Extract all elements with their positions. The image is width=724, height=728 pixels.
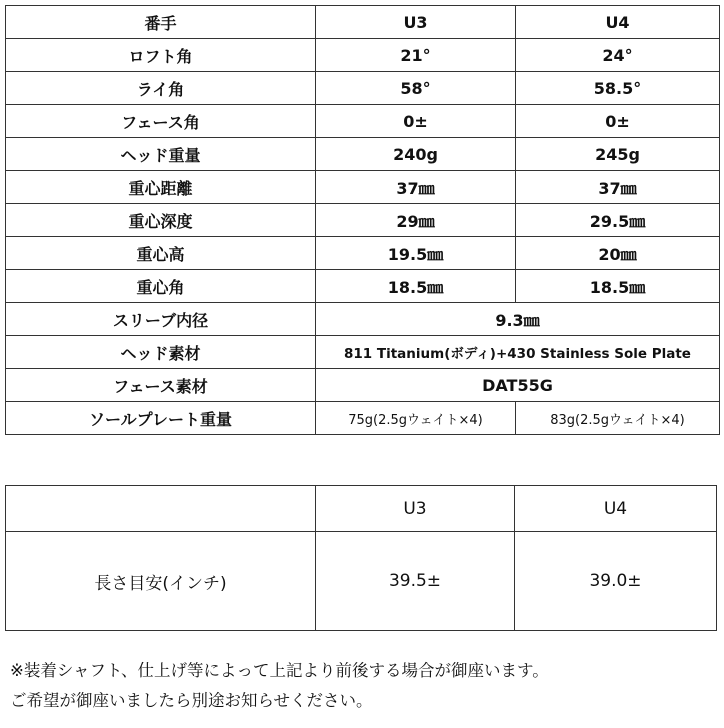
- length-header-u3: U3: [316, 486, 515, 532]
- spec-value-u3: 0±: [316, 105, 516, 138]
- spec-value-u3: 18.5㎜: [316, 270, 516, 303]
- spec-header-label: 番手: [6, 6, 316, 39]
- spec-value-u4: 20㎜: [516, 237, 720, 270]
- length-row: [6, 532, 717, 631]
- spec-label: ヘッド素材: [6, 336, 316, 369]
- spec-label: ソールプレート重量: [6, 402, 316, 435]
- spec-label: 重心距離: [6, 171, 316, 204]
- spec-row-sole-weight: [6, 402, 720, 435]
- length-value-u3: 39.5±: [316, 532, 515, 631]
- note-line: ご希望が御座いましたら別途お知らせください。: [10, 691, 373, 710]
- spec-table: [5, 5, 720, 435]
- spec-value-u3: 29㎜: [316, 204, 516, 237]
- spec-label: ヘッド重量: [6, 138, 316, 171]
- spec-row-face-material: [6, 369, 720, 402]
- spec-row: [6, 237, 720, 270]
- spec-value-u4: 0±: [516, 105, 720, 138]
- spec-value-u4: 58.5°: [516, 72, 720, 105]
- spec-value-u3: 21°: [316, 39, 516, 72]
- spec-header-u4: U4: [516, 6, 720, 39]
- length-value-u4: 39.0±: [515, 532, 717, 631]
- spec-row: [6, 138, 720, 171]
- spec-row: [6, 39, 720, 72]
- spec-value-u4: 37㎜: [516, 171, 720, 204]
- length-header-row: [6, 486, 717, 532]
- length-table: [5, 485, 717, 631]
- spec-label: ロフト角: [6, 39, 316, 72]
- spec-header-row: [6, 6, 720, 39]
- notes: [10, 656, 549, 716]
- spec-value-u4: 18.5㎜: [516, 270, 720, 303]
- spec-label: 重心高: [6, 237, 316, 270]
- spec-value-merged: DAT55G: [316, 369, 720, 402]
- spec-value-u4: 245g: [516, 138, 720, 171]
- spec-label: 重心角: [6, 270, 316, 303]
- spec-label: ライ角: [6, 72, 316, 105]
- spec-row-head-material: [6, 336, 720, 369]
- spec-value-u3: 58°: [316, 72, 516, 105]
- spec-label: 重心深度: [6, 204, 316, 237]
- spec-header-u3: U3: [316, 6, 516, 39]
- note-line: ※装着シャフト、仕上げ等によって上記より前後する場合が御座います。: [10, 661, 549, 680]
- spec-value-merged: 811 Titanium(ボディ)+430 Stainless Sole Plate: [316, 336, 720, 369]
- spec-value-u3: 75g(2.5gウェイト×4): [316, 402, 516, 435]
- spec-value-u4: 24°: [516, 39, 720, 72]
- length-header-u4: U4: [515, 486, 717, 532]
- spec-row: [6, 270, 720, 303]
- spec-row-sleeve: [6, 303, 720, 336]
- spec-row: [6, 204, 720, 237]
- spec-row: [6, 72, 720, 105]
- spec-value-u4: 83g(2.5gウェイト×4): [516, 402, 720, 435]
- spec-row: [6, 171, 720, 204]
- length-header-blank: [6, 486, 316, 532]
- spec-value-u4: 29.5㎜: [516, 204, 720, 237]
- length-label: 長さ目安(インチ): [6, 532, 316, 631]
- spec-label: フェース素材: [6, 369, 316, 402]
- spec-value-merged: 9.3㎜: [316, 303, 720, 336]
- spec-label: スリーブ内径: [6, 303, 316, 336]
- spec-value-u3: 19.5㎜: [316, 237, 516, 270]
- spec-value-u3: 240g: [316, 138, 516, 171]
- spec-value-u3: 37㎜: [316, 171, 516, 204]
- spec-label: フェース角: [6, 105, 316, 138]
- spec-row: [6, 105, 720, 138]
